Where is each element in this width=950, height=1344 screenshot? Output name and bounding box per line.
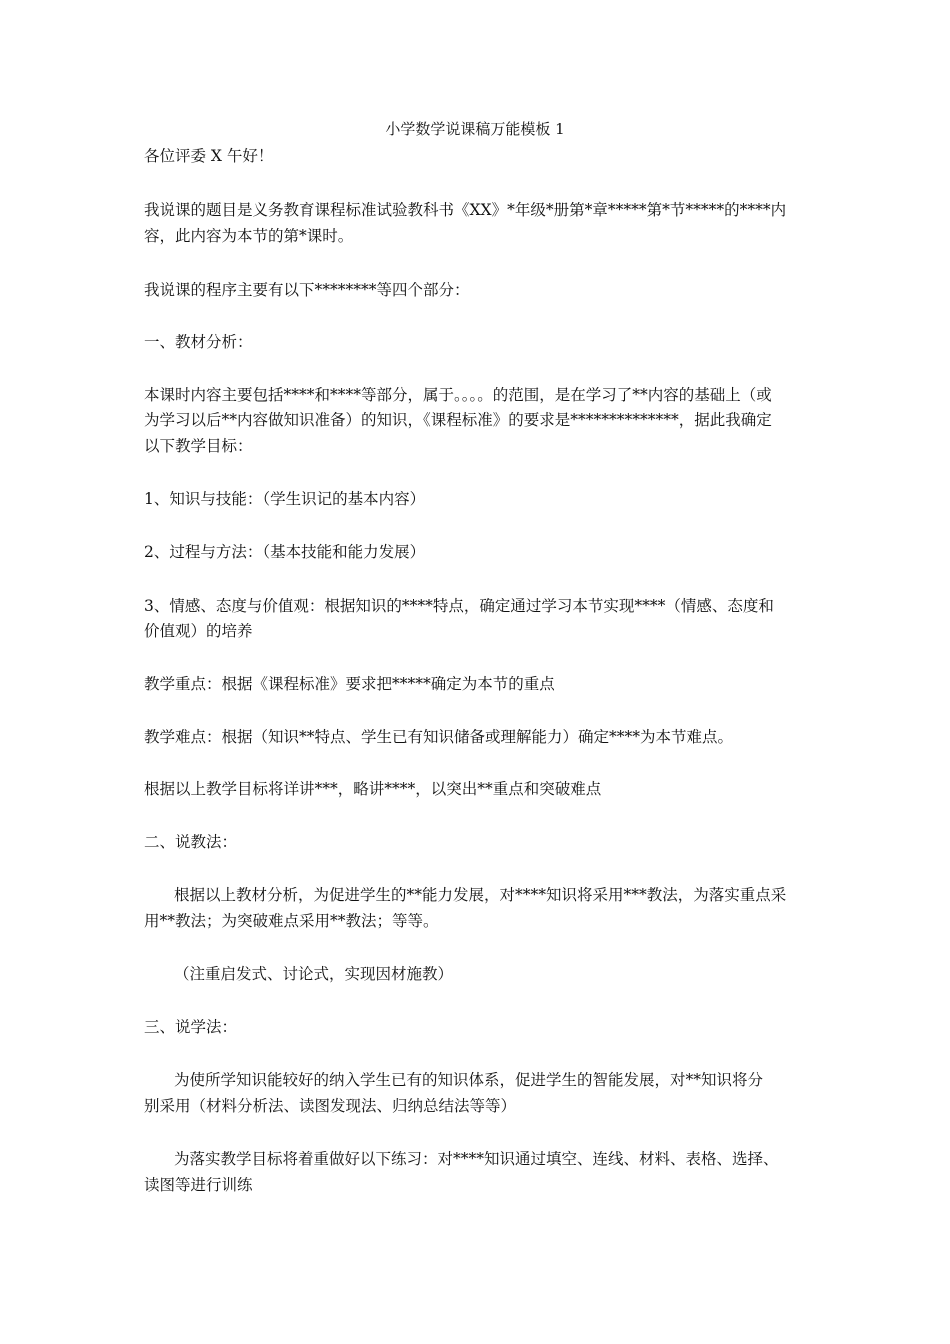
topic-line-1: 我说课的题目是义务教育课程标准试验教科书《XX》*年级*册第*章*****第*节*****的****内 — [144, 201, 787, 219]
section-heading-2: 二、说教法： — [144, 833, 238, 851]
goal-line-1: 1、知识与技能：（学生识记的基本内容） — [144, 490, 426, 508]
method-line-2: 用**教法；为突破难点采用**教法；等等。 — [144, 912, 439, 930]
greeting-line: 各位评委 X 午好！ — [144, 147, 274, 165]
practice-line-1: 为落实教学目标将着重做好以下练习：对****知识通过填空、连线、材料、表格、选择、 — [174, 1150, 779, 1168]
section-heading-1: 一、教材分析： — [144, 333, 253, 351]
section-heading-3: 三、说学法： — [144, 1018, 238, 1036]
learning-line-2: 别采用（材料分析法、读图发现法、归纳总结法等等） — [144, 1097, 517, 1115]
material-line-2: 为学习以后**内容做知识准备）的知识，《课程标准》的要求是**************，据此我确定 — [144, 411, 772, 429]
emphasis-line: 根据以上教学目标将详讲***，略讲****，以突出**重点和突破难点 — [144, 780, 602, 798]
method-note-line: （注重启发式、讨论式，实现因材施教） — [174, 965, 454, 983]
method-line-1: 根据以上教材分析，为促进学生的**能力发展，对****知识将采用***教法，为落实重点采 — [174, 886, 787, 904]
material-line-3: 以下教学目标： — [144, 437, 253, 455]
difficulty-line: 教学难点：根据（知识**特点、学生已有知识储备或理解能力）确定****为本节难点。 — [144, 728, 734, 746]
program-line: 我说课的程序主要有以下********等四个部分： — [144, 281, 470, 299]
key-point-line: 教学重点：根据《课程标准》要求把*****确定为本节的重点 — [144, 675, 555, 693]
goal-line-3b: 价值观）的培养 — [144, 622, 253, 640]
material-line-1: 本课时内容主要包括****和****等部分，属于。。。。的范围，是在学习了**内容的基础上（或 — [144, 386, 772, 404]
topic-line-2: 容，此内容为本节的第*课时。 — [144, 227, 354, 245]
document-title: 小学数学说课稿万能模板 1 — [385, 120, 565, 138]
learning-line-1: 为使所学知识能较好的纳入学生已有的知识体系，促进学生的智能发展，对**知识将分 — [174, 1071, 764, 1089]
goal-line-3a: 3、情感、态度与价值观：根据知识的****特点，确定通过学习本节实现****（情感、态度和 — [144, 597, 774, 615]
practice-line-2: 读图等进行训练 — [144, 1176, 253, 1194]
goal-line-2: 2、过程与方法：（基本技能和能力发展） — [144, 543, 426, 561]
